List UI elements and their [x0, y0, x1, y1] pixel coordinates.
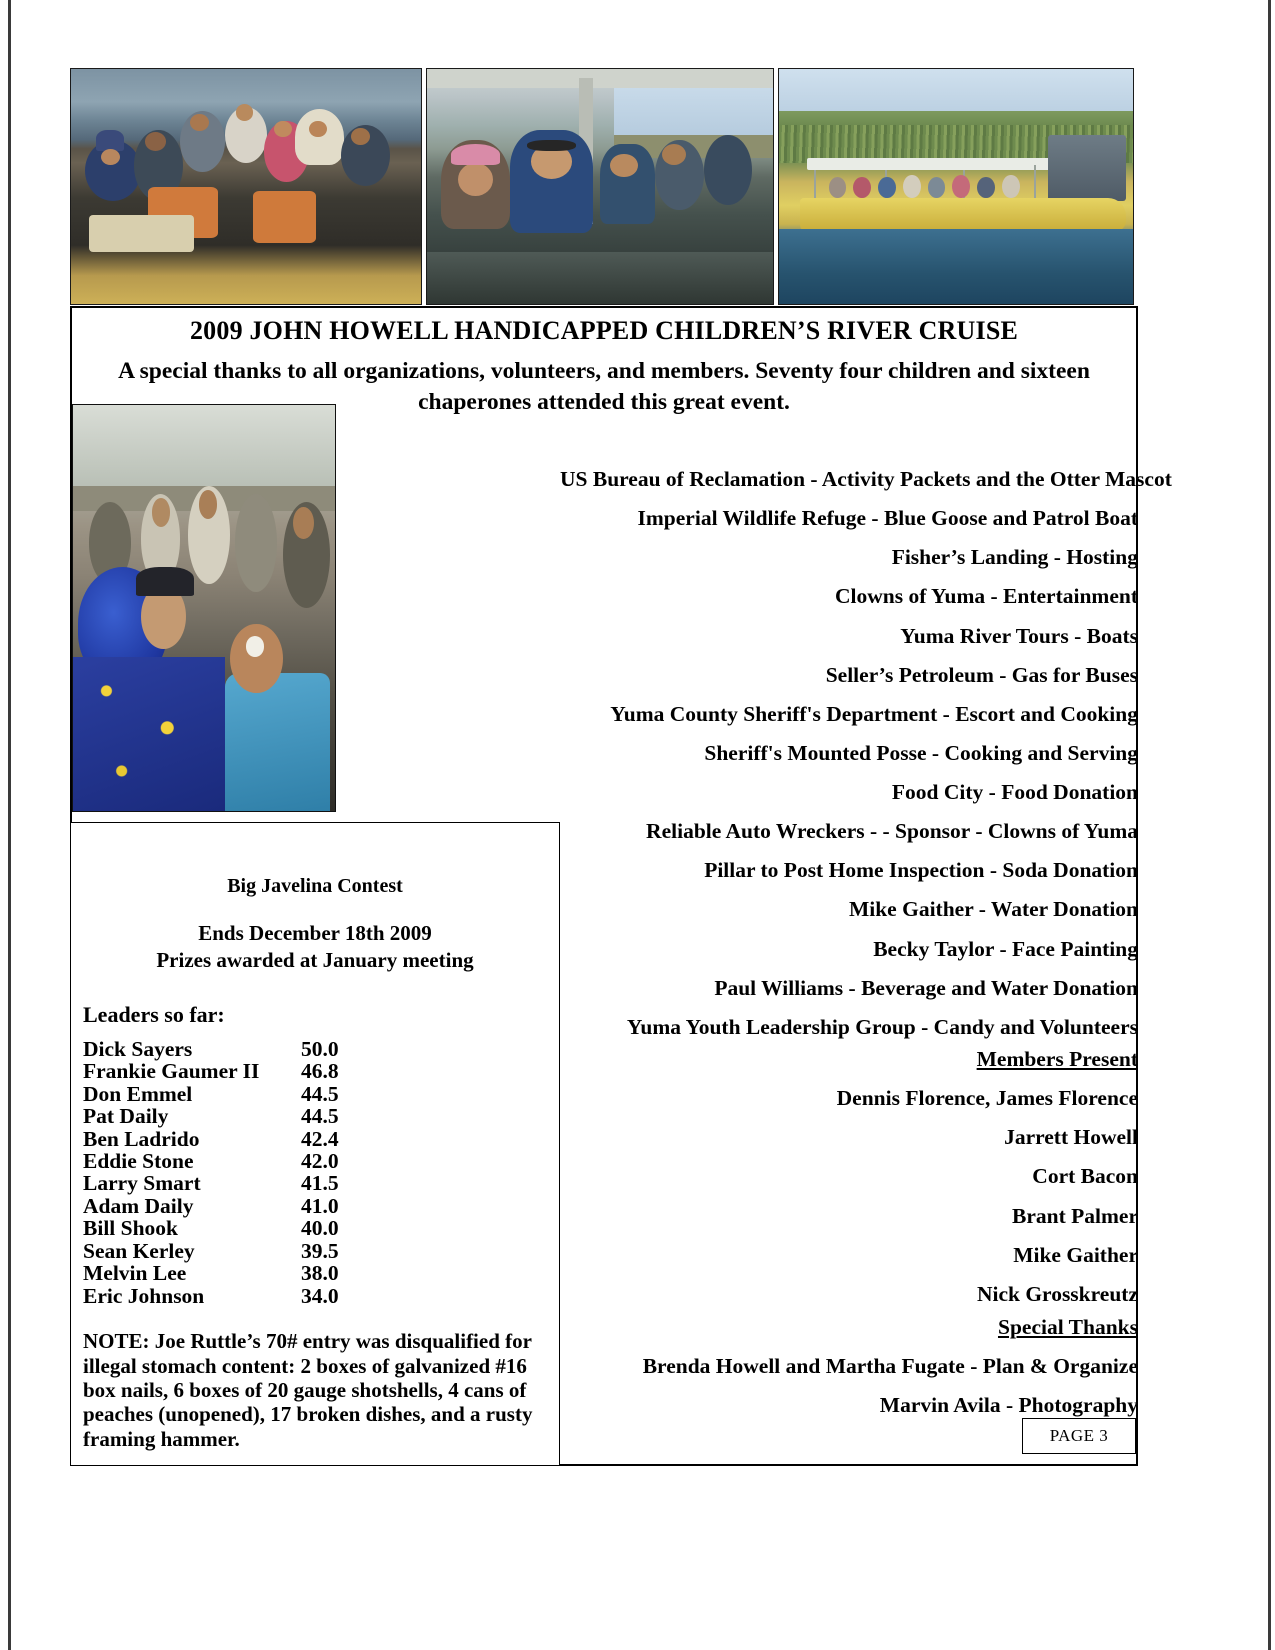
- member-name: Cort Bacon: [1032, 1164, 1138, 1189]
- table-row: [83, 1105, 339, 1127]
- leader-score: 42.4: [301, 1126, 339, 1151]
- member-name: Dennis Florence, James Florence: [836, 1086, 1138, 1111]
- leader-name: Larry Smart: [83, 1171, 201, 1196]
- leader-score: 50.0: [301, 1036, 339, 1061]
- leader-score: 42.0: [301, 1149, 339, 1174]
- page-title: 2009 JOHN HOWELL HANDICAPPED CHILDREN’S RIVER CRUISE: [189, 316, 1019, 345]
- leader-name: Bill Shook: [83, 1216, 179, 1241]
- page-number-box: [1022, 1418, 1136, 1454]
- page-number-label: PAGE 3: [1049, 1426, 1109, 1445]
- special-thanks-entry: Brenda Howell and Martha Fugate - Plan & Organize: [642, 1354, 1138, 1379]
- leader-name: Pat Daily: [83, 1104, 169, 1129]
- page-right-rule: [1268, 0, 1271, 1650]
- leaders-table: [83, 1038, 339, 1307]
- sponsor-entry: Yuma River Tours - Boats: [900, 623, 1138, 648]
- leader-name: Don Emmel: [83, 1081, 193, 1106]
- leader-name: Eddie Stone: [83, 1149, 194, 1174]
- leader-name: Eric Johnson: [83, 1283, 205, 1308]
- member-name: Brant Palmer: [1012, 1203, 1138, 1228]
- sponsor-entry: Sheriff's Mounted Posse - Cooking and Serving: [704, 740, 1138, 765]
- table-row: [83, 1038, 339, 1060]
- leader-score: 38.0: [301, 1261, 339, 1286]
- contest-prizes-line: Prizes awarded at January meeting: [156, 947, 474, 972]
- sponsors-list: [560, 460, 1172, 1047]
- special-thanks-entry: Marvin Avila - Photography: [879, 1393, 1138, 1418]
- sponsor-entry: Seller’s Petroleum - Gas for Buses: [825, 662, 1138, 687]
- sponsor-entry: Clowns of Yuma - Entertainment: [835, 584, 1138, 609]
- table-row: [83, 1172, 339, 1194]
- sponsor-entry: Becky Taylor - Face Painting: [873, 936, 1138, 961]
- table-row: [83, 1060, 339, 1082]
- sponsor-entry: Food City - Food Donation: [891, 780, 1138, 804]
- contest-dates: [71, 920, 559, 974]
- table-row: [83, 1195, 339, 1217]
- leader-score: 46.8: [301, 1059, 339, 1084]
- special-thanks-block: [560, 1308, 1140, 1425]
- sponsor-entry: Pillar to Post Home Inspection - Soda Donation: [704, 858, 1138, 883]
- members-present-block: [560, 1040, 1140, 1314]
- leader-name: Adam Daily: [83, 1193, 194, 1218]
- leader-name: Ben Ladrido: [83, 1126, 200, 1151]
- leader-score: 34.0: [301, 1283, 339, 1308]
- table-row: [83, 1128, 339, 1150]
- leader-name: Sean Kerley: [83, 1238, 195, 1263]
- leader-score: 44.5: [301, 1081, 339, 1106]
- intro-paragraph: A special thanks to all organizations, volunteers, and members. Seventy four children and sixteen chaperones attended this great event.: [118, 358, 1090, 416]
- photo-passengers: [426, 68, 774, 305]
- sponsor-entry: Reliable Auto Wreckers - - Sponsor - Clowns of Yuma: [646, 819, 1138, 844]
- leaders-label: Leaders so far:: [83, 1001, 225, 1027]
- members-present-heading: Members Present: [976, 1047, 1138, 1071]
- table-row: [83, 1217, 339, 1239]
- member-name: Mike Gaither: [1013, 1242, 1138, 1267]
- contest-title: Big Javelina Contest: [227, 875, 403, 897]
- contest-end-date: Ends December 18th 2009: [198, 921, 432, 945]
- leader-name: Melvin Lee: [83, 1261, 187, 1286]
- leader-score: 44.5: [301, 1104, 339, 1129]
- photo-airboat: [778, 68, 1134, 305]
- contest-note: NOTE: Joe Ruttle’s 70# entry was disqualified for illegal stomach content: 2 boxes of galvanized #16 box nails, 6 boxes of 20 gauge shotshells, 4 cans of peaches (unopened), 17 broken dishes, and a rusty framing hammer.: [83, 1329, 533, 1451]
- leader-score: 41.0: [301, 1193, 339, 1218]
- table-row: [83, 1285, 339, 1307]
- member-name: Jarrett Howell: [1004, 1125, 1138, 1150]
- leader-score: 40.0: [301, 1216, 339, 1241]
- special-thanks-heading: Special Thanks: [997, 1315, 1138, 1339]
- table-row: [83, 1262, 339, 1284]
- table-row: [83, 1150, 339, 1172]
- table-row: [83, 1240, 339, 1262]
- sponsor-entry: US Bureau of Reclamation - Activity Packets and the Otter Mascot: [560, 467, 1172, 491]
- leader-name: Frankie Gaumer II: [83, 1059, 260, 1084]
- member-name: Nick Grosskreutz: [976, 1281, 1138, 1306]
- big-javelina-contest-box: [70, 822, 560, 1466]
- leader-score: 39.5: [301, 1238, 339, 1263]
- leader-name: Dick Sayers: [83, 1036, 193, 1061]
- page-left-rule: [8, 0, 11, 1650]
- leader-score: 41.5: [301, 1171, 339, 1196]
- sponsor-entry: Imperial Wildlife Refuge - Blue Goose and Patrol Boat: [637, 506, 1138, 531]
- sponsor-entry: Fisher’s Landing - Hosting: [891, 545, 1138, 570]
- sponsor-entry: Yuma Youth Leadership Group - Candy and Volunteers: [626, 1014, 1138, 1039]
- sponsor-entry: Mike Gaither - Water Donation: [848, 897, 1138, 922]
- photo-clown: [72, 404, 336, 812]
- photo-strip: [70, 68, 1138, 305]
- photo-boat-kids: [70, 68, 422, 305]
- sponsor-entry: Paul Williams - Beverage and Water Donation: [714, 975, 1138, 1000]
- sponsor-entry: Yuma County Sheriff's Department - Escort and Cooking: [610, 701, 1138, 726]
- table-row: [83, 1083, 339, 1105]
